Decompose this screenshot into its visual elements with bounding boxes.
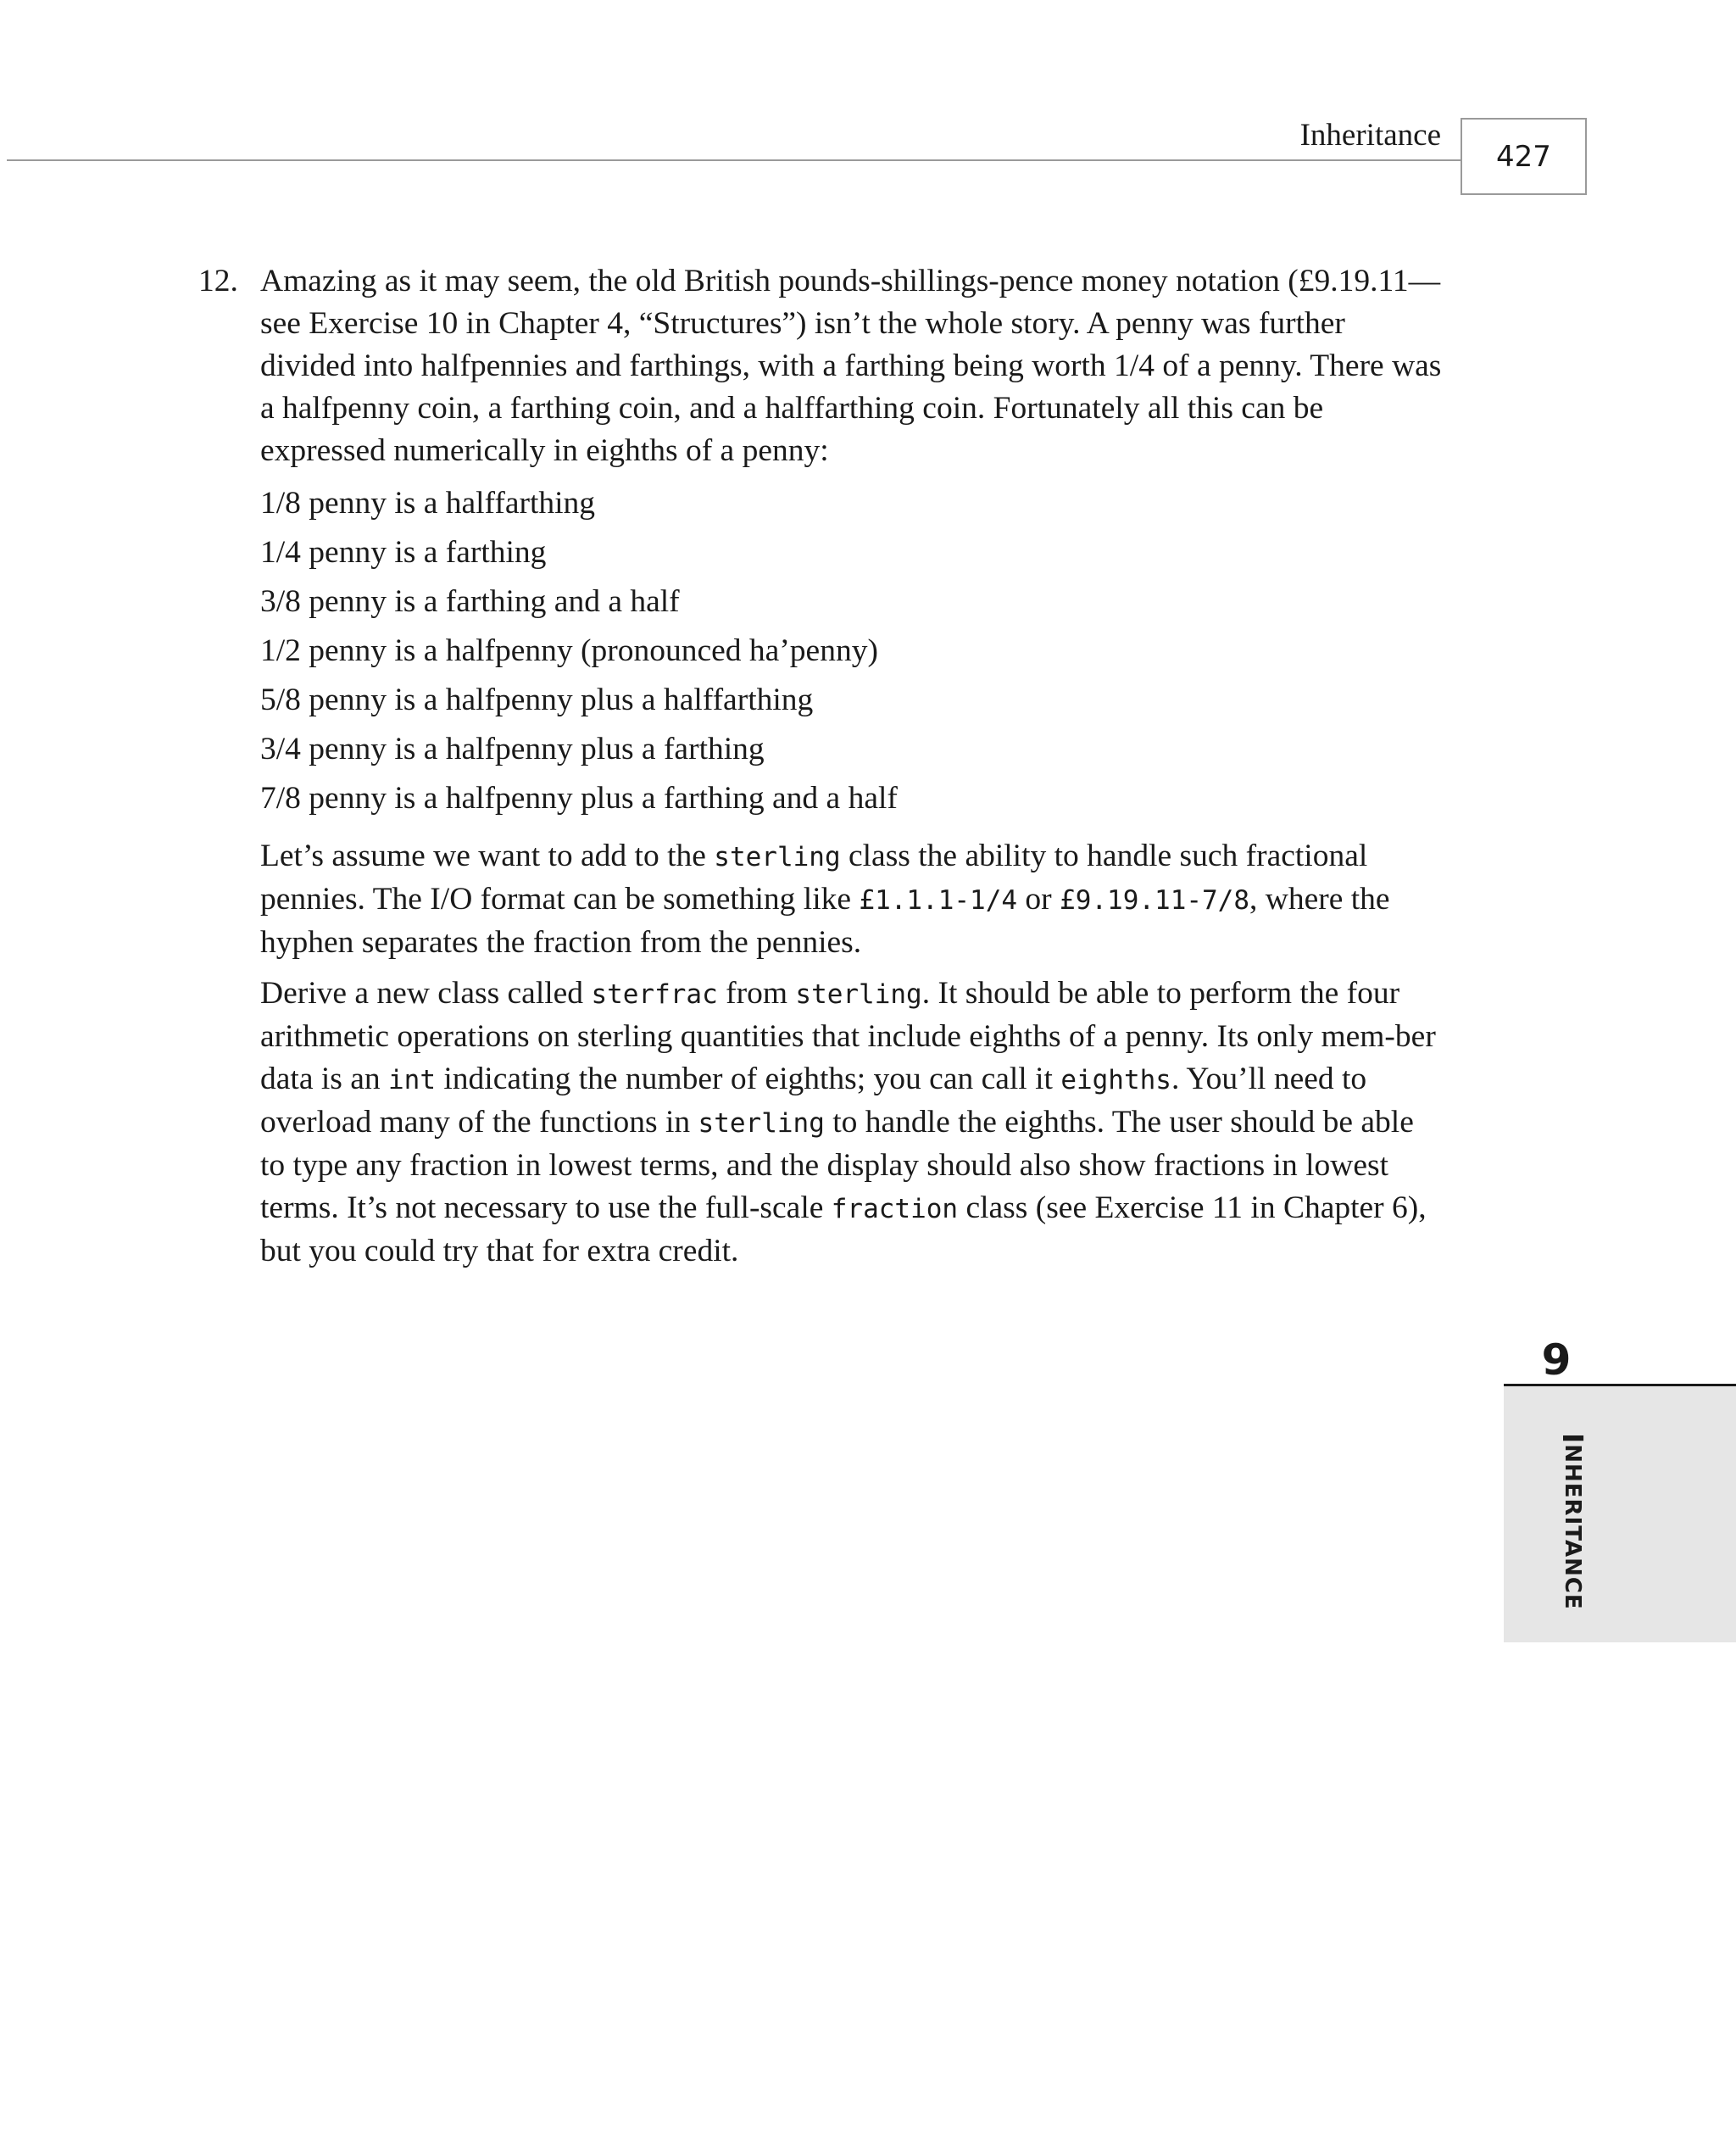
code-example-2: £9.19.11-7/8 bbox=[1060, 885, 1250, 916]
code-sterfrac: sterfrac bbox=[591, 979, 718, 1010]
text-run: Derive a new class called bbox=[260, 976, 592, 1011]
list-item: 1/2 penny is a halfpenny (pronounced ha’penny) bbox=[260, 633, 878, 668]
text-run: from bbox=[717, 976, 796, 1011]
text-run: class the ability to handle such fractional pennies. The I/O format can be something like bbox=[260, 839, 1368, 917]
exercise-number: 12. bbox=[198, 264, 238, 298]
chapter-number: 9 bbox=[1541, 1335, 1572, 1385]
label-initial: I bbox=[1556, 1433, 1589, 1445]
running-head: Inheritance bbox=[1299, 118, 1441, 153]
page-body bbox=[198, 260, 1444, 1273]
exercise-12 bbox=[198, 260, 1444, 1273]
code-int: int bbox=[388, 1065, 436, 1095]
list-item: 1/8 penny is a halffarthing bbox=[260, 486, 596, 521]
code-sterling: sterling bbox=[714, 842, 841, 872]
list-item: 7/8 penny is a halfpenny plus a farthing and a half bbox=[260, 781, 898, 816]
code-eighths: eighths bbox=[1060, 1065, 1171, 1095]
text-run: class (see Exercise 11 in Chapter 6), but you could try that for extra credit. bbox=[260, 1190, 1427, 1268]
code-fraction: fraction bbox=[831, 1194, 959, 1224]
list-item: 3/4 penny is a halfpenny plus a farthing bbox=[260, 732, 765, 766]
exercise-intro: Amazing as it may seem, the old British pounds-shillings-pence money notation (£9.19.11—see Exercise 10 in Chapter 4, “Structures”) isn’t the whole story. A penny was further divided into halfpennies and farthings, with a farthing being worth 1/4 of a penny. There was a halfpenny coin, a farthing coin, and a halffarthing coin. Fortunately all this can be expressed numerically in eighths of a penny: bbox=[260, 264, 1442, 468]
fraction-list bbox=[260, 479, 1444, 823]
text-run: or bbox=[1017, 882, 1060, 917]
text-run: to handle the eighths. The user should be able to type any fraction in lowest terms, and the display should also show fractions in lowest terms. It’s not necessary to use the full-scale bbox=[260, 1105, 1414, 1225]
chapter-thumb-tab bbox=[1504, 1386, 1736, 1642]
text-run: Let’s assume we want to add to the bbox=[260, 839, 715, 873]
code-sterling: sterling bbox=[698, 1108, 825, 1139]
list-item: 3/8 penny is a farthing and a half bbox=[260, 584, 680, 619]
chapter-thumb-label bbox=[1556, 1433, 1589, 1610]
text-run: , where the hyphen separates the fraction from the pennies. bbox=[260, 882, 1390, 960]
paragraph-format bbox=[260, 835, 1444, 964]
list-item: 5/8 penny is a halfpenny plus a halffarthing bbox=[260, 683, 814, 717]
text-run: . It should be able to perform the four arithmetic operations on sterling quantities that include eighths of a penny. Its only mem-ber data is an bbox=[260, 976, 1436, 1096]
code-example-1: £1.1.1-1/4 bbox=[859, 885, 1018, 916]
paragraph-derive bbox=[260, 973, 1444, 1273]
label-rest: NHERITANCE bbox=[1560, 1444, 1585, 1610]
code-sterling: sterling bbox=[795, 979, 922, 1010]
page-number-box bbox=[1461, 118, 1587, 195]
header-rule bbox=[7, 159, 1461, 161]
page-number: 427 bbox=[1496, 139, 1551, 174]
list-item: 1/4 penny is a farthing bbox=[260, 535, 547, 570]
text-run: . You’ll need to overload many of the functions in bbox=[260, 1062, 1367, 1140]
text-run: indicating the number of eighths; you can call it bbox=[436, 1062, 1061, 1096]
